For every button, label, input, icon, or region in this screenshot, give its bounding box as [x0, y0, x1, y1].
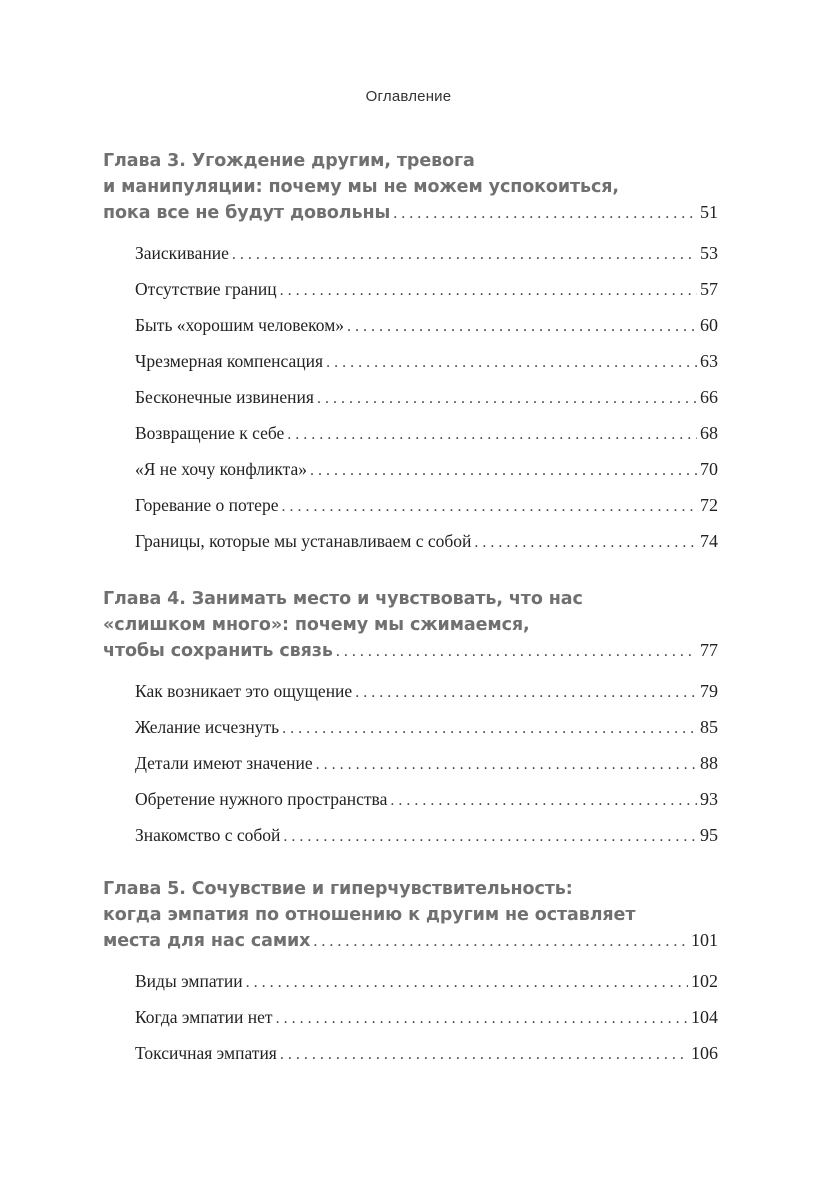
toc-section[interactable] [135, 745, 718, 781]
dot-leader [336, 643, 697, 661]
dot-leader [474, 525, 697, 561]
chapter-title-line: Глава 3. Угождение другим, тревога [103, 151, 475, 171]
dot-leader [280, 273, 697, 309]
toc-section[interactable] [135, 487, 718, 523]
section-page-number: 57 [700, 279, 718, 299]
section-page-number: 104 [691, 1007, 718, 1027]
dot-leader [326, 345, 697, 381]
toc-section[interactable] [135, 379, 718, 415]
dot-leader [276, 1001, 688, 1037]
section-page-number: 68 [700, 423, 718, 443]
section-label: Границы, которые мы устанавливаем с собой [135, 531, 472, 551]
dot-leader [355, 675, 697, 711]
toc-section[interactable] [135, 1035, 718, 1071]
section-page-number: 102 [691, 971, 718, 991]
section-label: «Я не хочу конфликта» [135, 459, 307, 479]
dot-leader [310, 453, 697, 489]
section-label: Детали имеют значение [135, 753, 313, 773]
toc-chapter-5[interactable] [103, 876, 718, 1071]
chapter-title-line: когда эмпатия по отношению к другим не оставляет [103, 905, 636, 925]
dot-leader [316, 747, 697, 783]
section-page-number: 106 [691, 1043, 718, 1063]
section-label: Быть «хорошим человеком» [135, 315, 345, 335]
dot-leader [347, 309, 697, 345]
section-label: Отсутствие границ [135, 279, 277, 299]
chapter-page-number: 101 [691, 930, 718, 950]
section-page-number: 93 [700, 789, 718, 809]
toc-section[interactable] [135, 709, 718, 745]
section-label: Обретение нужного пространства [135, 789, 388, 809]
section-page-number: 88 [700, 753, 718, 773]
section-label: Чрезмерная компенсация [135, 351, 324, 371]
chapter-title-line: чтобы сохранить связь [103, 641, 333, 661]
toc-section[interactable] [135, 415, 718, 451]
toc-section[interactable] [135, 343, 718, 379]
dot-leader [390, 783, 697, 819]
section-page-number: 79 [700, 681, 718, 701]
toc-chapter-4[interactable] [103, 586, 718, 853]
toc-section[interactable] [135, 673, 718, 709]
toc-section[interactable] [135, 963, 718, 999]
section-label: Знакомство с собой [135, 825, 281, 845]
dot-leader [246, 965, 688, 1001]
chapter-title-line: Глава 4. Занимать место и чувствовать, что нас [103, 589, 583, 609]
section-page-number: 72 [700, 495, 718, 515]
chapter-title-line: пока все не будут довольны [103, 203, 391, 223]
chapter-title-line: «слишком много»: почему мы сжимаемся, [103, 615, 530, 635]
dot-leader [283, 819, 697, 855]
section-label: Желание исчезнуть [135, 717, 280, 737]
section-label: Горевание о потере [135, 495, 279, 515]
chapter-title-line: Глава 5. Сочувствие и гиперчувствительность: [103, 879, 573, 899]
dot-leader [281, 489, 697, 525]
section-label: Как возникает это ощущение [135, 681, 353, 701]
section-page-number: 66 [700, 387, 718, 407]
dot-leader [287, 417, 697, 453]
section-page-number: 70 [700, 459, 718, 479]
chapter-title-line: и манипуляции: почему мы не можем успокоиться, [103, 177, 619, 197]
toc-section[interactable] [135, 235, 718, 271]
toc-section[interactable] [135, 523, 718, 559]
dot-leader [317, 381, 697, 417]
chapter-title-line: места для нас самих [103, 931, 311, 951]
section-page-number: 53 [700, 243, 718, 263]
section-label: Бесконечные извинения [135, 387, 314, 407]
toc-section[interactable] [135, 451, 718, 487]
dot-leader [232, 237, 697, 273]
toc-section[interactable] [135, 817, 718, 853]
toc-chapter-3[interactable] [103, 148, 718, 559]
section-page-number: 74 [700, 531, 718, 551]
chapter-page-number: 77 [700, 640, 718, 660]
dot-leader [393, 205, 697, 223]
page-header-title: Оглавление [365, 88, 452, 105]
dot-leader [282, 711, 697, 747]
toc-section[interactable] [135, 999, 718, 1035]
section-page-number: 60 [700, 315, 718, 335]
section-label: Токсичная эмпатия [135, 1043, 277, 1063]
section-page-number: 63 [700, 351, 718, 371]
section-label: Когда эмпатии нет [135, 1007, 273, 1027]
toc-section[interactable] [135, 307, 718, 343]
section-label: Виды эмпатии [135, 971, 243, 991]
section-page-number: 95 [700, 825, 718, 845]
toc-section[interactable] [135, 271, 718, 307]
section-label: Возвращение к себе [135, 423, 285, 443]
dot-leader [313, 933, 688, 951]
dot-leader [280, 1037, 688, 1073]
section-page-number: 85 [700, 717, 718, 737]
chapter-page-number: 51 [700, 202, 718, 222]
toc-section[interactable] [135, 781, 718, 817]
section-label: Заискивание [135, 243, 229, 263]
